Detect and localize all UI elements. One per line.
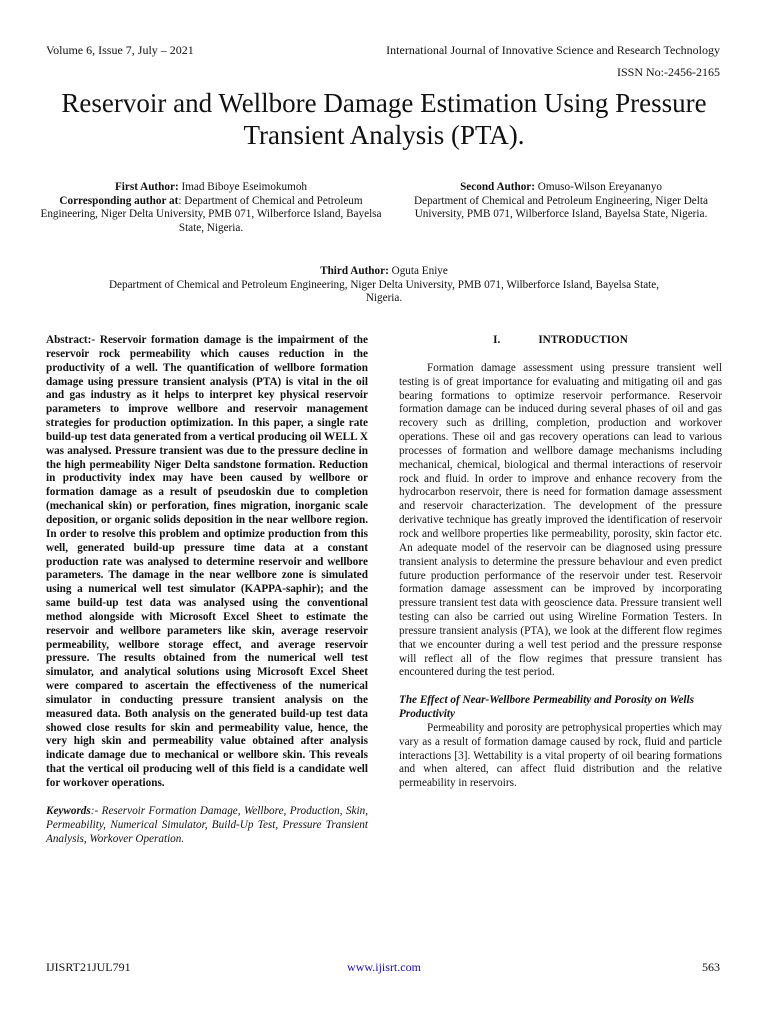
first-author-label: First Author: — [114, 181, 179, 193]
keywords-text: :- Reservoir Formation Damage, Wellbore, Production, Skin, Permeability, Numerical Simulator, Build-Up Test, Pressure Transient Analysis, Workover Operation. — [46, 804, 368, 845]
volume-issue: Volume 6, Issue 7, July – 2021 — [46, 43, 194, 57]
third-author-label: Third Author: — [320, 265, 389, 277]
subsection-paragraph: Permeability and porosity are petrophysical properties which may vary as a result of formation damage caused by rock, fluid and particle interactions [3]. Wettability is a vital property of oil bearing formations and when altered, can affect fluid distribution and the relative permeability in reservoirs. — [399, 721, 722, 790]
first-author-affiliation: : Department of Chemical and Petroleum Engineering, Niger Delta University, PMB 071, Wilberforce Island, Bayelsa State, Nigeria. — [40, 194, 382, 234]
keywords-label: Keywords — [46, 804, 91, 817]
paper-id: IJISRT21JUL791 — [46, 960, 131, 974]
journal-name: International Journal of Innovative Science and Research Technology — [386, 43, 720, 57]
abstract: Abstract:- Reservoir formation damage is the impairment of the reservoir rock permeability which causes reduction in the productivity of a well. The quantification of wellbore formation damage using pressure transient analysis (PTA) is vital in the oil and gas industry as it helps to interpret key physical reservoir parameters to improve wellbore and reservoir management strategies for production optimization. In this paper, a single rate build-up test data generated from a vertical producing oil WELL X was analysed. Pressure transient was due to the pressure decline in the high permeability Niger Delta sandstone formation. Reduction in productivity index may have been caused by wellbore or formation damage as a result of pseudoskin due to completion (mechanical skin) or perforation, fines migration, inorganic scale deposition, or organic solids deposition in the near wellbore region. In order to resolve this problem and optimize production from this well, generated build-up pressure time data at a constant production rate was analysed to determine reservoir and wellbore parameters. The damage in the near wellbore zone is simulated using a numerical well test simulator (KAPPA-saphir); and the same build-up test data was analysed using the conventional method alongside with Microsoft Excel Sheet to estimate the reservoir and wellbore parameters like skin, average reservoir permeability, wellbore storage effect, and average reservoir pressure. The results obtained from the numerical well test simulator, and analytical solutions using Microsoft Excel Sheet were compared to ascertain the effectiveness of the numerical simulator in conducting pressure transient analysis on the measured data. Both analysis on the generated build-up test data showed close results for skin and permeability value, hence, the very high skin and permeability value obtained after analysis indicate damage due to mechanical or wellbore skin. This reveals that the vertical oil producing well of this field is a candidate well for workover operations. — [46, 334, 368, 789]
introduction-heading — [399, 334, 722, 348]
journal-url-link[interactable]: www.ijisrt.com — [347, 960, 421, 974]
third-author-block — [90, 265, 678, 306]
section-number: I. — [493, 334, 501, 346]
second-author-label: Second Author: — [460, 181, 535, 193]
right-column — [399, 334, 722, 791]
third-author-affiliation: Department of Chemical and Petroleum Engineering, Niger Delta University, PMB 071, Wilberforce Island, Bayelsa State, Nigeria. — [108, 278, 660, 304]
section-title: INTRODUCTION — [538, 334, 628, 346]
second-author-affiliation: Department of Chemical and Petroleum Engineering, Niger Delta University, PMB 071, Wilberforce Island, Bayelsa State, Nigeria. — [414, 194, 708, 220]
keywords — [46, 805, 368, 847]
second-author-block — [390, 181, 732, 222]
corresponding-label: Corresponding author at — [59, 194, 179, 207]
issn: ISSN No:-2456-2165 — [616, 65, 720, 79]
page-number: 563 — [702, 960, 720, 974]
left-column — [46, 334, 368, 846]
third-author-name: Oguta Eniye — [388, 265, 448, 277]
introduction-paragraph: Formation damage assessment using pressure transient well testing is of great importance for evaluating and mitigating oil and gas bearing formations to optimize reservoir performance. Reservoir formation damage can be induced during several phases of oil and gas recovery such as drilling, completion, production and workover operations. These oil and gas recovery operations can lead to various processes of formation and wellbore damage mechanisms including mechanical, chemical, biological and thermal interactions of reservoir rock and fluid. In order to improve and enhance recovery from the hydrocarbon reservoir, there is need for formation damage assessment and reservoir characterization. The development of the pressure derivative technique has greatly improved the identification of reservoir rock and wellbore properties like permeability, porosity, skin factor etc. An adequate model of the reservoir can be diagnosed using pressure transient analysis to determine the pressure behaviour and even predict future production performance of the reservoir under test. Reservoir formation damage assessment can be improved by incorporating pressure transient test data with geoscience data. Pressure transient well testing can also be carried out using Wireline Formation Testers. In pressure transient analysis (PTA), we look at the different flow regimes that we encounter during a well test period and the pressure response will reflect all of the flow regimes that pressure transient has encountered during the test period. — [399, 361, 722, 679]
subsection-heading: The Effect of Near-Wellbore Permeability and Porosity on Wells Productivity — [399, 694, 694, 721]
paper-title: Reservoir and Wellbore Damage Estimation Using Pressure Transient Analysis (PTA). — [61, 88, 707, 150]
first-author-name: Imad Biboye Eseimokumoh — [178, 181, 308, 193]
second-author-name: Omuso-Wilson Ereyananyo — [534, 181, 662, 193]
first-author-block — [40, 181, 382, 235]
